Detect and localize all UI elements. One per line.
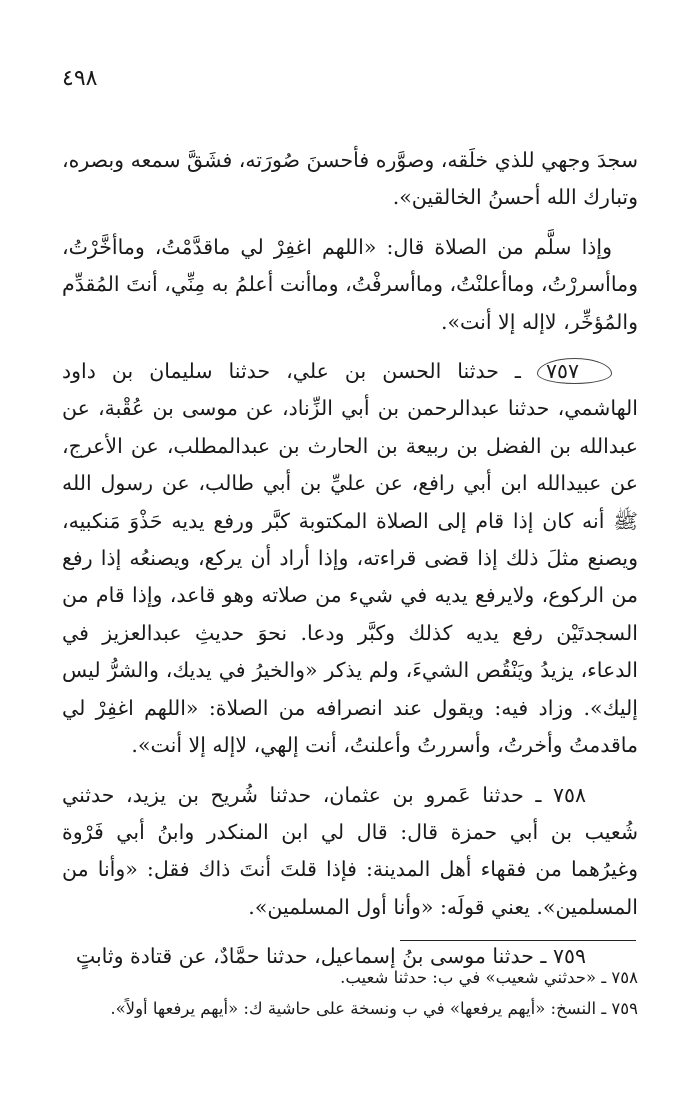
hadith-number-758: ٧٥٨ [552, 782, 586, 807]
footnote-758: ٧٥٨ ـ «حدثني شعيب» في ب: حدثنا شعيب. [340, 968, 638, 987]
footnote-divider [400, 940, 636, 941]
paragraph-salam-dua: وإذا سلَّم من الصلاة قال: «اللهم اغفِرْ لي ماقدَّمْتُ، وماأخَّرْتُ، وماأسررْتُ، وماأعلنْتُ، وماأسرفْتُ، وماأنت أعلمُ به مِنِّي، أنتَ المُقدِّم والمُؤخِّر، لاإله إلا أنت». [62, 234, 638, 334]
hadith-757 [62, 353, 638, 764]
hadith-759-text: ـ حدثنا موسى بنُ إسماعيل، حدثنا حمَّادٌ، عن قتادة وثابتٍ [75, 944, 547, 969]
hadith-757-text: ـ حدثنا الحسن بن علي، حدثنا سليمان بن داود الهاشمي، حدثنا عبدالرحمن بن أبي الزِّناد، عن موسى بن عُقْبة، عن عبدالله بن الفضل بن ربيعة بن الحارث بن عبدالمطلب، عن الأعرج، عن عبيدالله ابن أبي رافع، عن عليِّ بن أبي طالب، عن رسول الله ﷺ أنه كان إذا قام إلى الصلاة المكتوبة كبَّر ورفع يديه حَذْوَ مَنكبيه، ويصنع مثلَ ذلك إذا قضى قراءته، وإذا أراد أن يركع، ويصنعُه إذا رفع من الركوع، ولايرفع يديه في شيء من صلاته وهو قاعد، وإذا قام من السجدتَيْن رفع يديه كذلك وكبَّر ودعا. نحوَ حديثِ عبدالعزيز في الدعاء، يزيدُ ويَنْقُص الشيءَ، ولم يذكر «والخيرُ في يديك، والشرُّ ليس إليك». وزاد فيه: ويقول عند انصرافه من الصلاة: «اللهم اغفِرْ لي ماقدمتُ وأخرتُ، وأسررتُ وأعلنتُ، أنت إلهي، لاإله إلا أنت». [62, 359, 638, 758]
footnotes [62, 962, 638, 1024]
hadith-758-text: ـ حدثنا عَمرو بن عثمان، حدثنا شُريح بن يزيد، حدثني شُعيب بن أبي حمزة قال: قال لي ابن المنكدر وابنُ أبي فَرْوة وغيرُهما من فقهاء أهل المدينة: فإذا قلتَ أنتَ ذاك فقل: «وأنا من المسلمين». يعني قولَه: «وأنا أول المسلمين». [62, 782, 638, 919]
page-number: ٤٩٨ [62, 66, 98, 91]
hadith-number-757: ٧٥٧ [537, 358, 612, 384]
hadith-number-759: ٧٥٩ [552, 944, 586, 969]
hadith-758 [62, 777, 638, 927]
main-text [62, 142, 638, 976]
paragraph-continuation: سجدَ وجهي للذي خلَقه، وصوَّره فأحسنَ صُورَته، فشَقَّ سمعه وبصره، وتبارك الله أحسنُ الخالقين». [62, 148, 638, 210]
footnote-759: ٧٥٩ ـ النسخ: «أيهم يرفعها» في ب ونسخة على حاشية ك: «أيهم يرفعها أولاً». [110, 999, 638, 1018]
